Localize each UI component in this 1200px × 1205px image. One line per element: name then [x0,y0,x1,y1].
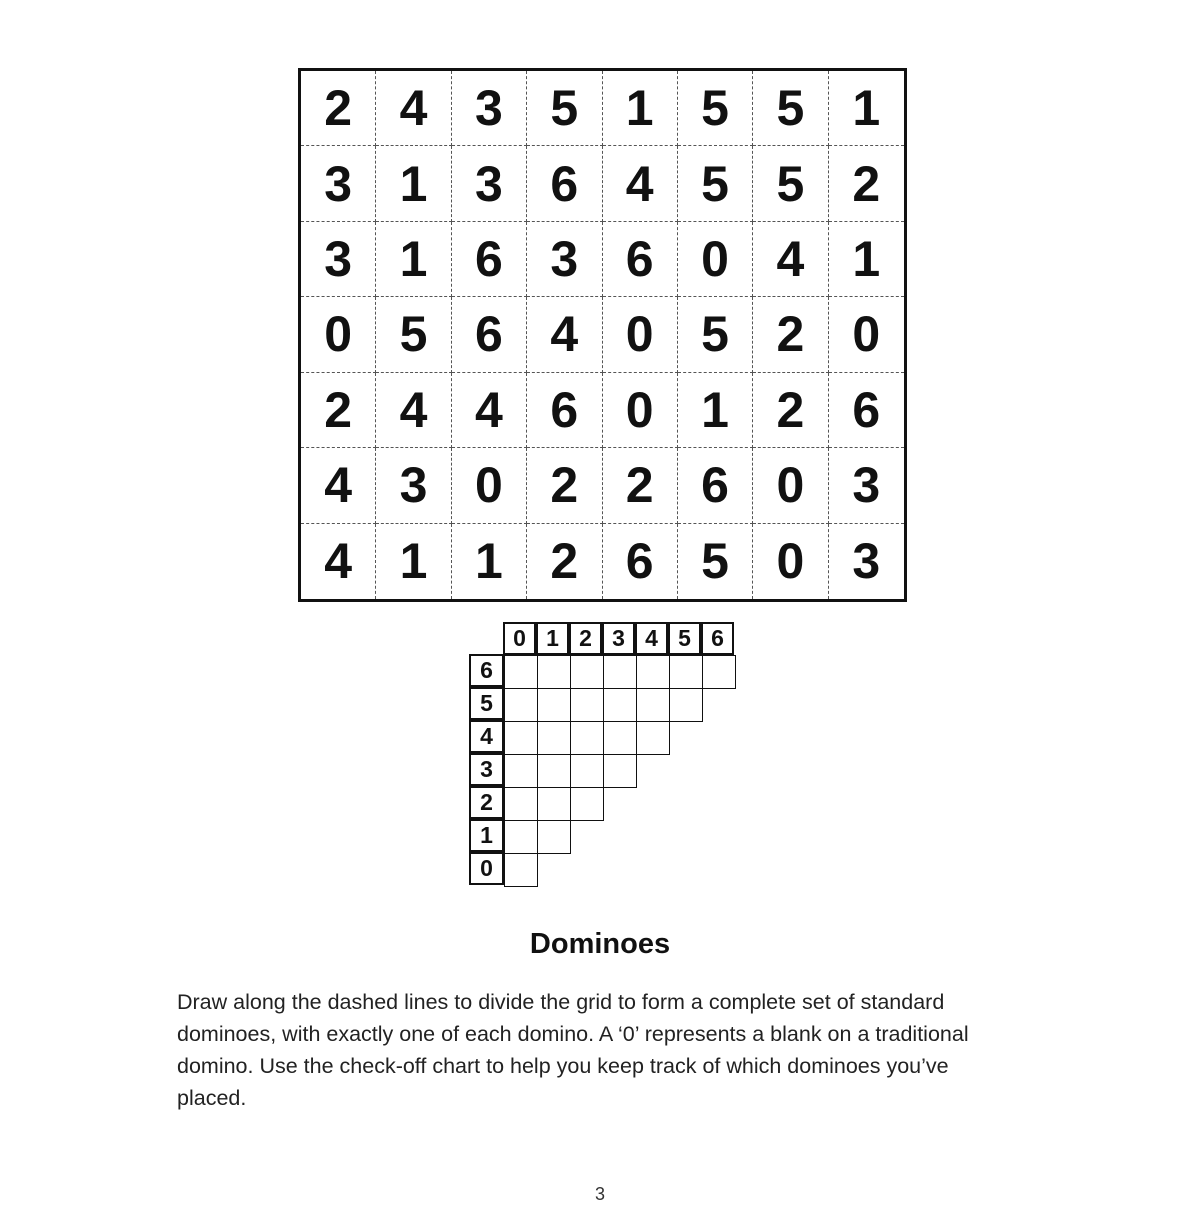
grid-cell[interactable]: 4 [753,222,828,297]
grid-cell[interactable]: 0 [603,373,678,448]
chart-checkbox[interactable] [603,754,637,788]
chart-checkbox[interactable] [504,655,538,689]
chart-row-header: 5 [469,687,504,720]
grid-cell[interactable]: 0 [753,448,828,523]
grid-cell[interactable]: 4 [452,373,527,448]
grid-cell[interactable]: 4 [603,146,678,221]
grid-cell[interactable]: 4 [301,448,376,523]
grid-cell[interactable]: 5 [678,146,753,221]
chart-row-header: 2 [469,786,504,819]
grid-cell[interactable]: 0 [829,297,904,372]
grid-cell[interactable]: 6 [527,146,602,221]
grid-cell[interactable]: 1 [376,222,451,297]
chart-checkbox[interactable] [603,655,637,689]
grid-cell[interactable]: 0 [452,448,527,523]
chart-checkbox[interactable] [669,688,703,722]
grid-cell[interactable]: 3 [829,448,904,523]
chart-column-header: 6 [701,622,734,655]
grid-cell[interactable]: 5 [753,146,828,221]
grid-cell[interactable]: 0 [678,222,753,297]
chart-checkbox[interactable] [570,721,604,755]
grid-cell[interactable]: 1 [376,524,451,599]
grid-cell[interactable]: 5 [678,71,753,146]
chart-checkbox[interactable] [537,754,571,788]
chart-checkbox[interactable] [537,688,571,722]
chart-checkbox[interactable] [537,721,571,755]
grid-cell[interactable]: 6 [603,524,678,599]
chart-checkbox[interactable] [504,754,538,788]
chart-column-header: 4 [635,622,668,655]
chart-checkbox[interactable] [537,820,571,854]
checkoff-chart [469,622,739,892]
chart-checkbox[interactable] [504,787,538,821]
grid-cell[interactable]: 3 [301,222,376,297]
grid-cell[interactable]: 2 [527,448,602,523]
grid-cell[interactable]: 1 [829,222,904,297]
chart-checkbox[interactable] [636,688,670,722]
chart-checkbox[interactable] [504,820,538,854]
grid-cell[interactable]: 6 [829,373,904,448]
chart-checkbox[interactable] [537,655,571,689]
grid-cell[interactable]: 0 [301,297,376,372]
grid-cell[interactable]: 2 [603,448,678,523]
grid-cell[interactable]: 2 [527,524,602,599]
grid-cell[interactable]: 1 [603,71,678,146]
chart-checkbox[interactable] [504,853,538,887]
grid-cell[interactable]: 4 [301,524,376,599]
chart-checkbox[interactable] [636,721,670,755]
grid-cell[interactable]: 0 [753,524,828,599]
grid-cell[interactable]: 3 [452,71,527,146]
grid-cell[interactable]: 4 [376,373,451,448]
grid-cell[interactable]: 1 [829,71,904,146]
page-title: Dominoes [529,928,671,960]
grid-cell[interactable]: 3 [527,222,602,297]
grid-cell[interactable]: 6 [527,373,602,448]
grid-cell[interactable]: 5 [678,524,753,599]
grid-cell[interactable]: 3 [301,146,376,221]
grid-cell[interactable]: 5 [753,71,828,146]
grid-cell[interactable]: 3 [376,448,451,523]
chart-row-header: 6 [469,654,504,687]
chart-column-header: 5 [668,622,701,655]
chart-checkbox[interactable] [504,688,538,722]
chart-checkbox[interactable] [570,688,604,722]
grid-cell[interactable]: 5 [376,297,451,372]
chart-checkbox[interactable] [537,787,571,821]
chart-checkbox[interactable] [603,721,637,755]
chart-row-header: 1 [469,819,504,852]
chart-column-header: 0 [503,622,536,655]
chart-checkbox[interactable] [504,721,538,755]
chart-checkbox[interactable] [603,688,637,722]
grid-cell[interactable]: 2 [829,146,904,221]
grid-cell[interactable]: 5 [678,297,753,372]
chart-checkbox[interactable] [570,655,604,689]
grid-cell[interactable]: 6 [452,297,527,372]
grid-cell[interactable]: 6 [678,448,753,523]
grid-cell[interactable]: 6 [603,222,678,297]
grid-cell[interactable]: 1 [452,524,527,599]
chart-checkbox[interactable] [570,787,604,821]
page-number: 3 [594,1184,605,1204]
chart-checkbox[interactable] [669,655,703,689]
grid-cell[interactable]: 2 [301,71,376,146]
grid-cell[interactable]: 1 [376,146,451,221]
grid-cell[interactable]: 3 [852,533,881,590]
grid-cell[interactable]: 2 [753,297,828,372]
grid-cell[interactable]: 2 [301,373,376,448]
chart-column-header: 1 [536,622,569,655]
chart-row-header: 3 [469,753,504,786]
grid-cell[interactable]: 6 [452,222,527,297]
chart-checkbox[interactable] [702,655,736,689]
grid-cell[interactable]: 1 [678,373,753,448]
grid-cell[interactable]: 3 [452,146,527,221]
instructions-text: Draw along the dashed lines to divide the grid to form a complete set of standard dominoes, with exactly one of each domino. A ‘0’ represents a blank on a traditional domino. Use the check-off chart to help you keep track of which dominoes you’ve placed. [177,990,969,1110]
grid-cell[interactable]: 2 [753,373,828,448]
chart-row-header: 4 [469,720,504,753]
grid-cell[interactable]: 5 [527,71,602,146]
grid-cell[interactable]: 4 [527,297,602,372]
grid-cell[interactable]: 0 [603,297,678,372]
chart-checkbox[interactable] [570,754,604,788]
chart-column-header: 2 [569,622,602,655]
chart-column-header: 3 [602,622,635,655]
puzzle-grid [298,68,907,602]
grid-cell[interactable]: 4 [376,71,451,146]
chart-checkbox[interactable] [636,655,670,689]
chart-row-header: 0 [469,852,504,885]
